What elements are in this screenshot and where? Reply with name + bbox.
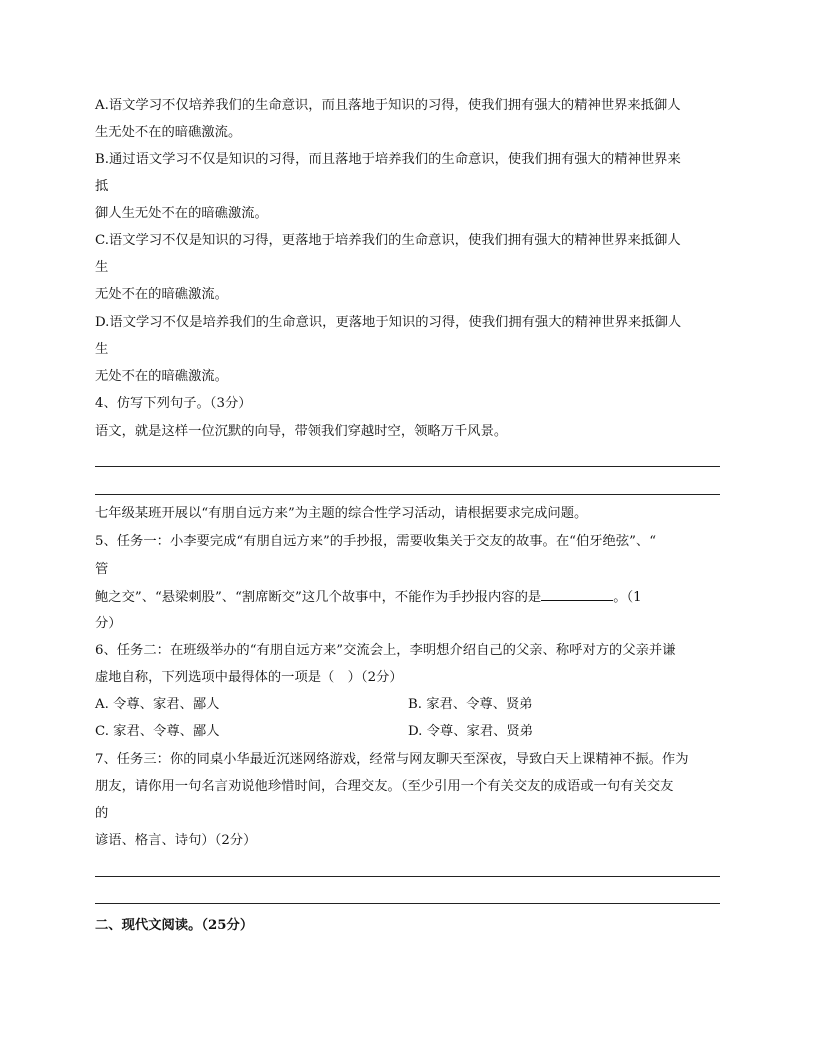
q7-line-4: 谚语、格言、诗句）（2分） xyxy=(95,833,257,848)
q5-line-1: 5、任务一：小李要完成“有朋自远方来”的手抄报，需要收集关于交友的故事。在“伯牙绝弦”、“ xyxy=(95,534,657,549)
q3-option-a-line-1: A.语文学习不仅培养我们的生命意识，而且落地于知识的习得，使我们拥有强大的精神世界来抵御人 xyxy=(95,98,681,113)
q5-answer-blank[interactable] xyxy=(541,587,613,601)
q5-line-3-end: 。（1 xyxy=(613,590,642,605)
q7-answer-line-1[interactable] xyxy=(95,876,720,877)
q6-option-b[interactable]: B. 家君、令尊、贤弟 xyxy=(408,697,533,712)
q3-option-d-line-2: 生 xyxy=(95,342,109,357)
q6-line-2: 虚地自称，下列选项中最得体的一项是（ ）（2分） xyxy=(95,670,403,685)
q5-line-3 xyxy=(95,587,725,608)
q6-options-row-1 xyxy=(95,695,725,715)
q3-option-b-line-2: 抵 xyxy=(95,179,109,194)
section-2-title: 二、现代文阅读。（25分） xyxy=(95,918,254,933)
q3-option-c-line-2: 生 xyxy=(95,260,109,275)
q4-sentence: 语文，就是这样一位沉默的向导，带领我们穿越时空，领略万千风景。 xyxy=(95,424,508,439)
q6-option-d[interactable]: D. 令尊、家君、贤弟 xyxy=(408,724,534,739)
q3-option-d-line-3: 无处不在的暗礁激流。 xyxy=(95,369,228,384)
q6-option-c[interactable]: C. 家君、令尊、鄙人 xyxy=(95,724,220,739)
q7-line-1: 7、任务三：你的同桌小华最近沉迷网络游戏，经常与网友聊天至深夜，导致白天上课精神不振。作为 xyxy=(95,752,689,767)
q3-option-c-line-1: C.语文学习不仅是知识的习得，更落地于培养我们的生命意识，使我们拥有强大的精神世界来抵御人 xyxy=(95,233,681,248)
q3-option-a-line-2: 生无处不在的暗礁激流。 xyxy=(95,125,242,140)
q4-title: 4、仿写下列句子。（3分） xyxy=(95,396,252,411)
q4-answer-line-2[interactable] xyxy=(95,494,720,495)
q3-option-c-line-3: 无处不在的暗礁激流。 xyxy=(95,287,228,302)
q6-option-a[interactable]: A. 令尊、家君、鄙人 xyxy=(95,697,220,712)
q7-line-3: 的 xyxy=(95,806,109,821)
q4-answer-line-1[interactable] xyxy=(95,466,720,467)
q5-line-4: 分） xyxy=(95,616,122,631)
q7-answer-line-2[interactable] xyxy=(95,903,720,904)
q3-option-b-line-1: B.通过语文学习不仅是知识的习得，而且落地于培养我们的生命意识，使我们拥有强大的精神世界来 xyxy=(95,152,681,167)
q7-line-2: 朋友，请你用一句名言劝说他珍惜时间，合理交友。（至少引用一个有关交友的成语或一句有关交友 xyxy=(95,779,674,794)
q6-options-row-2 xyxy=(95,722,725,742)
activity-intro: 七年级某班开展以“有朋自远方来”为主题的综合性学习活动，请根据要求完成问题。 xyxy=(95,506,588,521)
q6-line-1: 6、任务二：在班级举办的“有朋自远方来”交流会上，李明想介绍自己的父亲、称呼对方的父亲并谦 xyxy=(95,643,676,658)
q5-line-3-text: 鲍之交”、“悬梁刺股”、“割席断交”这几个故事中，不能作为手抄报内容的是 xyxy=(95,590,542,605)
q5-line-2: 管 xyxy=(95,562,109,577)
q3-option-b-line-3: 御人生无处不在的暗礁激流。 xyxy=(95,206,268,221)
q3-option-d-line-1: D.语文学习不仅是培养我们的生命意识，更落地于知识的习得，使我们拥有强大的精神世界来抵御人 xyxy=(95,315,682,330)
